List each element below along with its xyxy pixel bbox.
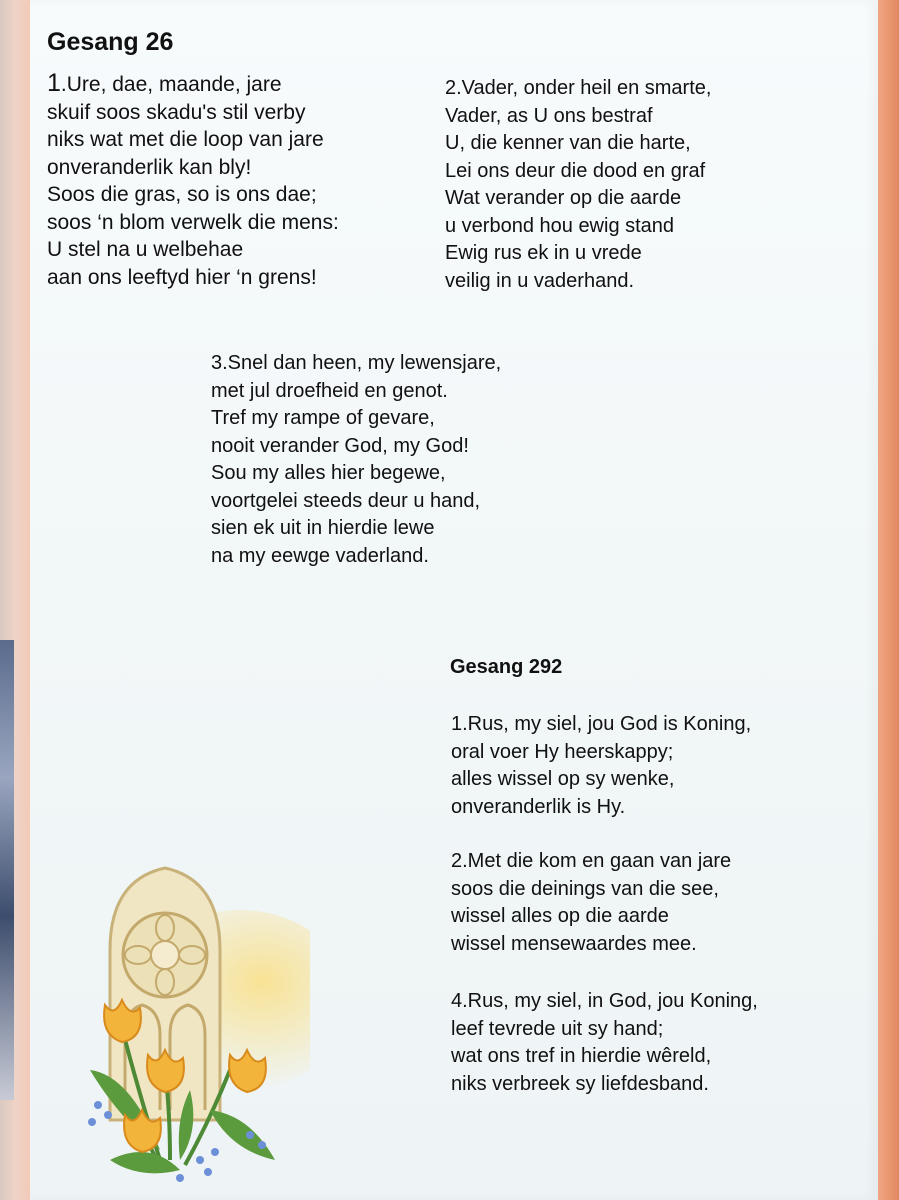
hymn-sheet [30,0,878,1200]
hymn1-title: Gesang 26 [47,28,174,56]
verse-line: met jul droefheid en genot. [211,379,448,402]
verse-number: 1 [47,69,61,97]
verse-line: na my eewge vaderland. [211,544,429,567]
verse-line: aan ons leeftyd hier ‘n grens! [47,265,317,289]
verse-line: skuif soos skadu's stil verby [47,100,306,124]
hymn2-verse1 [451,711,751,821]
verse-line: niks verbreek sy liefdesband. [451,1072,709,1095]
verse-line: Sou my alles hier begewe, [211,462,446,484]
verse-line: onveranderlik kan bly! [47,155,252,179]
verse-line: 1.Rus, my siel, jou God is Koning, [451,713,752,735]
verse-line: veilig in u vaderhand. [445,269,635,292]
verse-line: Soos die gras, so is ons dae; [47,183,317,206]
verse-line: nooit verander God, my God! [211,434,469,457]
verse-line: leef tevrede uit sy hand; [451,1017,664,1040]
hymn1-verse3 [211,350,501,570]
verse-line: wat ons tref in hierdie wêreld, [451,1045,712,1067]
verse-line: wissel mensewaardes mee. [451,932,697,955]
verse-line: voortgelei steeds deur u hand, [211,489,481,512]
verse-line: soos ‘n blom verwelk die mens: [47,210,339,234]
hymn2-verse3 [451,988,758,1098]
verse-line: 2.Met die kom en gaan van jare [451,850,732,872]
hymn1-verse1 [47,70,339,291]
hymn2-verse2 [451,848,731,958]
verse-line: Lei ons deur die dood en graf [445,159,706,182]
verse-line: oral voer Hy heerskappy; [451,740,674,763]
verse-line: niks wat met die loop van jare [47,128,324,151]
verse-line: 3.Snel dan heen, my lewensjare, [211,352,502,374]
verse-line: Vader, as U ons bestraf [445,104,653,127]
verse-line: Tref my rampe of gevare, [211,407,435,429]
verse-line [47,70,339,99]
verse-line: 2.Vader, onder heil en smarte, [445,77,712,99]
verse-line: soos die deinings van die see, [451,877,719,900]
hymn2-title: Gesang 292 [450,656,563,678]
verse-line: Wat verander op die aarde [445,187,682,209]
verse-line: Ewig rus ek in u vrede [445,242,642,264]
verse-line: sien ek uit in hierdie lewe [211,517,435,539]
verse-line: onveranderlik is Hy. [451,795,626,818]
verse-line: alles wissel op sy wenke, [451,768,675,790]
tulips-window-illustration [50,860,310,1190]
verse-line: wissel alles op die aarde [451,905,669,927]
verse-line: u verbond hou ewig stand [445,214,675,237]
verse-line: 4.Rus, my siel, in God, jou Koning, [451,990,758,1012]
left-background-strip [0,640,14,1100]
verse-line-text: .Ure, dae, maande, jare [60,73,282,96]
verse-line: U stel na u welbehae [47,238,244,261]
verse-line: U, die kenner van die harte, [445,132,691,154]
hymn1-verse2 [445,75,711,295]
